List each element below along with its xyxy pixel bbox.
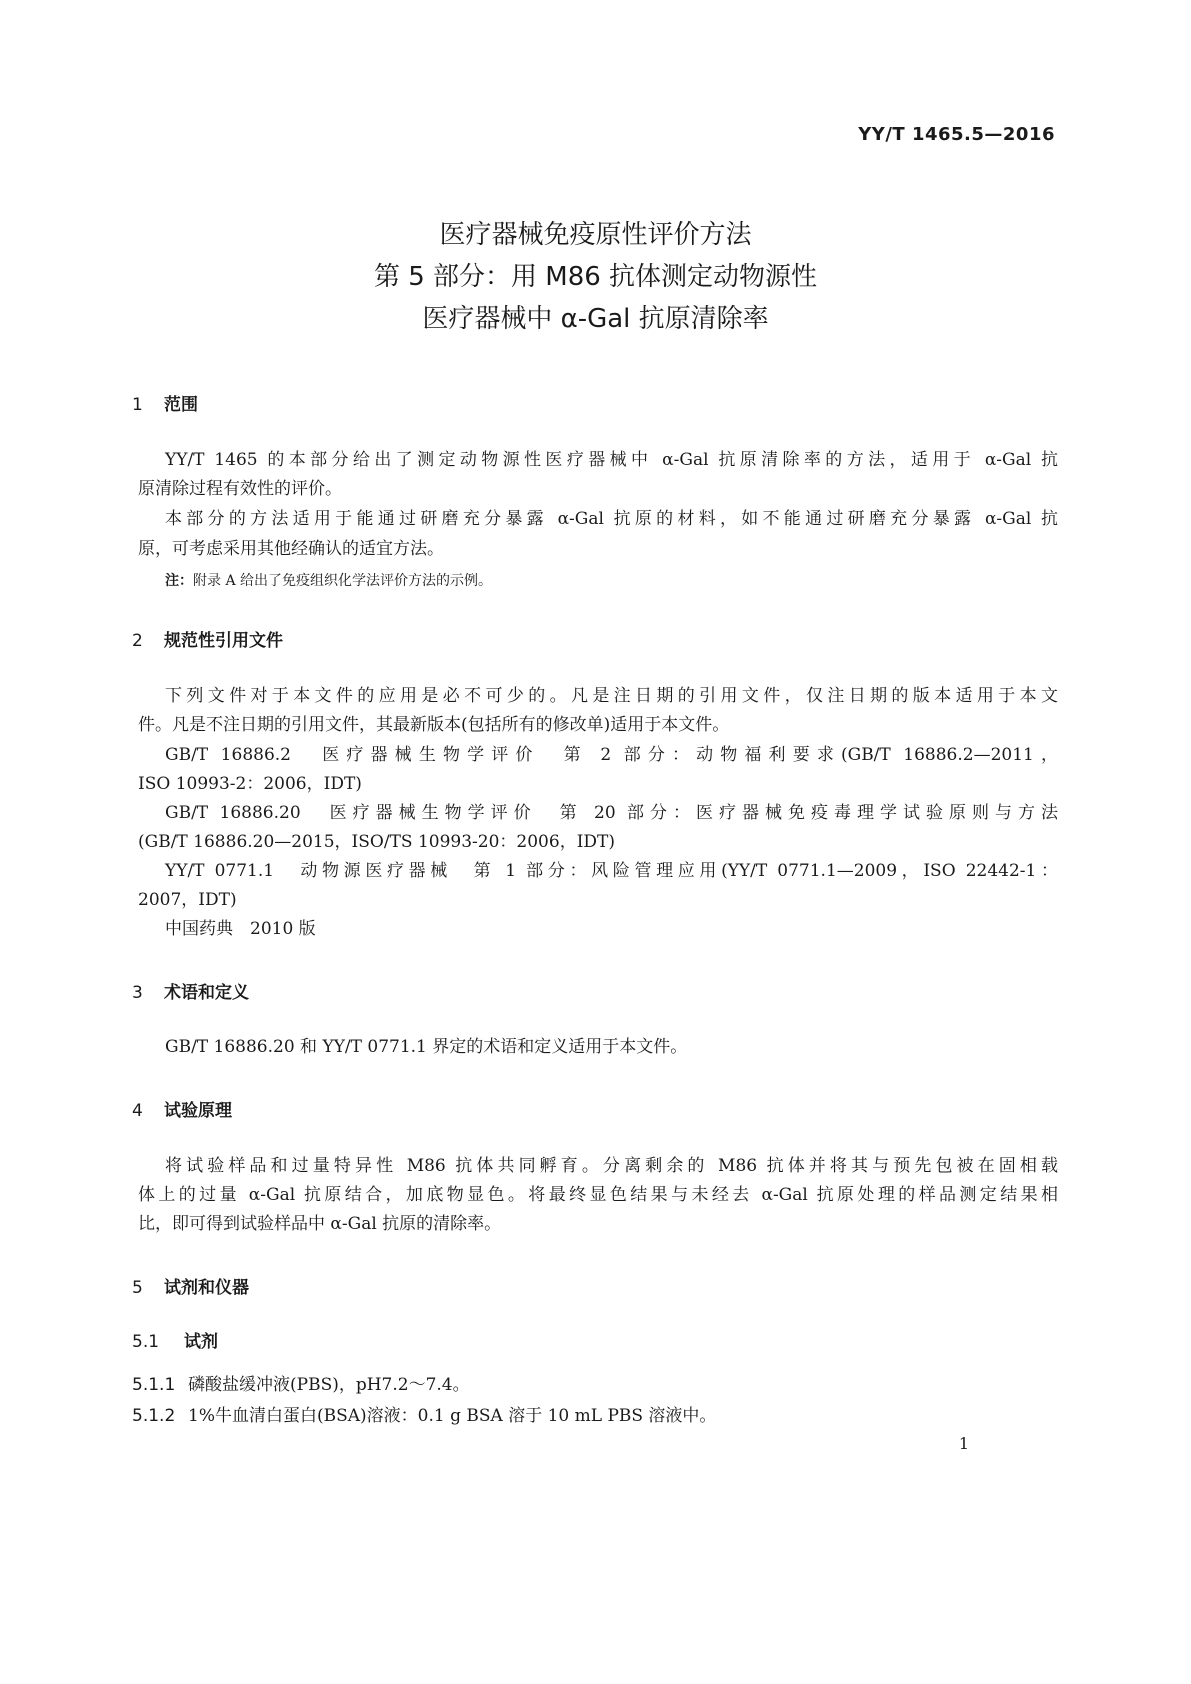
- reference-line: YY/T 0771.1 动物源医疗器械 第 1 部分：风险管理应用(YY/T 0771.1—2009，ISO 22442-1：: [165, 861, 1058, 881]
- reference-line: ISO 10993-2：2006，IDT): [138, 774, 362, 794]
- section-number: 1: [132, 395, 143, 415]
- note-label: 注：: [165, 573, 193, 589]
- section-number: 3: [132, 983, 143, 1003]
- paragraph-line: GB/T 16886.20 和 YY/T 0771.1 界定的术语和定义适用于本文件。: [165, 1037, 688, 1057]
- paragraph-line: 本部分的方法适用于能通过研磨充分暴露 α-Gal 抗原的材料，如不能通过研磨充分暴露 α-Gal 抗: [165, 509, 1058, 529]
- reference-line: GB/T 16886.2 医疗器械生物学评价 第 2 部分：动物福利要求(GB/T 16886.2—2011，: [165, 745, 1058, 765]
- paragraph-line: 体上的过量 α-Gal 抗原结合，加底物显色。将最终显色结果与未经去 α-Gal 抗原处理的样品测定结果相: [138, 1185, 1058, 1205]
- paragraph-line: 比，即可得到试验样品中 α-Gal 抗原的清除率。: [138, 1214, 502, 1234]
- subsection-number: 5.1: [132, 1332, 160, 1352]
- section-4-heading: [132, 1096, 232, 1121]
- section-number: 2: [132, 631, 143, 651]
- section-3-heading: [132, 978, 249, 1003]
- standard-number: YY/T 1465.5—2016: [858, 124, 1055, 145]
- note-text: 附录 A 给出了免疫组织化学法评价方法的示例。: [193, 573, 493, 589]
- reference-line: 中国药典 2010 版: [165, 919, 316, 939]
- section-number: 4: [132, 1101, 143, 1121]
- clause-number: 5.1.1: [132, 1375, 176, 1395]
- note: [165, 570, 492, 590]
- page-number: 1: [958, 1434, 969, 1453]
- section-2-heading: [132, 626, 283, 651]
- section-title: 术语和定义: [164, 983, 249, 1003]
- subsection-5-1-heading: [132, 1327, 218, 1352]
- clause-text: 磷酸盐缓冲液(PBS)，pH7.2～7.4。: [188, 1375, 470, 1395]
- paragraph-line: 原清除过程有效性的评价。: [138, 479, 342, 499]
- section-number: 5: [132, 1278, 143, 1298]
- paragraph-line: YY/T 1465 的本部分给出了测定动物源性医疗器械中 α-Gal 抗原清除率的方法，适用于 α-Gal 抗: [165, 450, 1058, 470]
- subsection-title: 试剂: [184, 1332, 218, 1352]
- clause-number: 5.1.2: [132, 1406, 176, 1426]
- paragraph-line: 件。凡是不注日期的引用文件，其最新版本(包括所有的修改单)适用于本文件。: [138, 715, 730, 735]
- reference-line: 2007，IDT): [138, 890, 237, 910]
- paragraph-line: 将试验样品和过量特异性 M86 抗体共同孵育。分离剩余的 M86 抗体并将其与预先包被在固相载: [165, 1156, 1058, 1176]
- section-title: 试剂和仪器: [164, 1278, 249, 1298]
- section-5-heading: [132, 1273, 249, 1298]
- paragraph-line: 下列文件对于本文件的应用是必不可少的。凡是注日期的引用文件，仅注日期的版本适用于本文: [165, 686, 1058, 706]
- document-title-line-1: 医疗器械免疫原性评价方法: [439, 220, 752, 250]
- section-title: 试验原理: [164, 1101, 232, 1121]
- clause-5-1-1: [132, 1370, 470, 1395]
- clause-text: 1%牛血清白蛋白(BSA)溶液：0.1 g BSA 溶于 10 mL PBS 溶液中。: [188, 1406, 717, 1426]
- reference-line: GB/T 16886.20 医疗器械生物学评价 第 20 部分：医疗器械免疫毒理学试验原则与方法: [165, 803, 1058, 823]
- section-1-heading: [132, 390, 198, 415]
- reference-line: (GB/T 16886.20—2015，ISO/TS 10993-20：2006，IDT): [138, 832, 616, 852]
- clause-5-1-2: [132, 1401, 716, 1426]
- section-title: 范围: [164, 395, 198, 415]
- document-title-line-3: 医疗器械中 α-Gal 抗原清除率: [422, 304, 769, 334]
- document-title-line-2: 第 5 部分：用 M86 抗体测定动物源性: [373, 262, 818, 292]
- paragraph-line: 原，可考虑采用其他经确认的适宜方法。: [138, 539, 444, 559]
- section-title: 规范性引用文件: [164, 631, 283, 651]
